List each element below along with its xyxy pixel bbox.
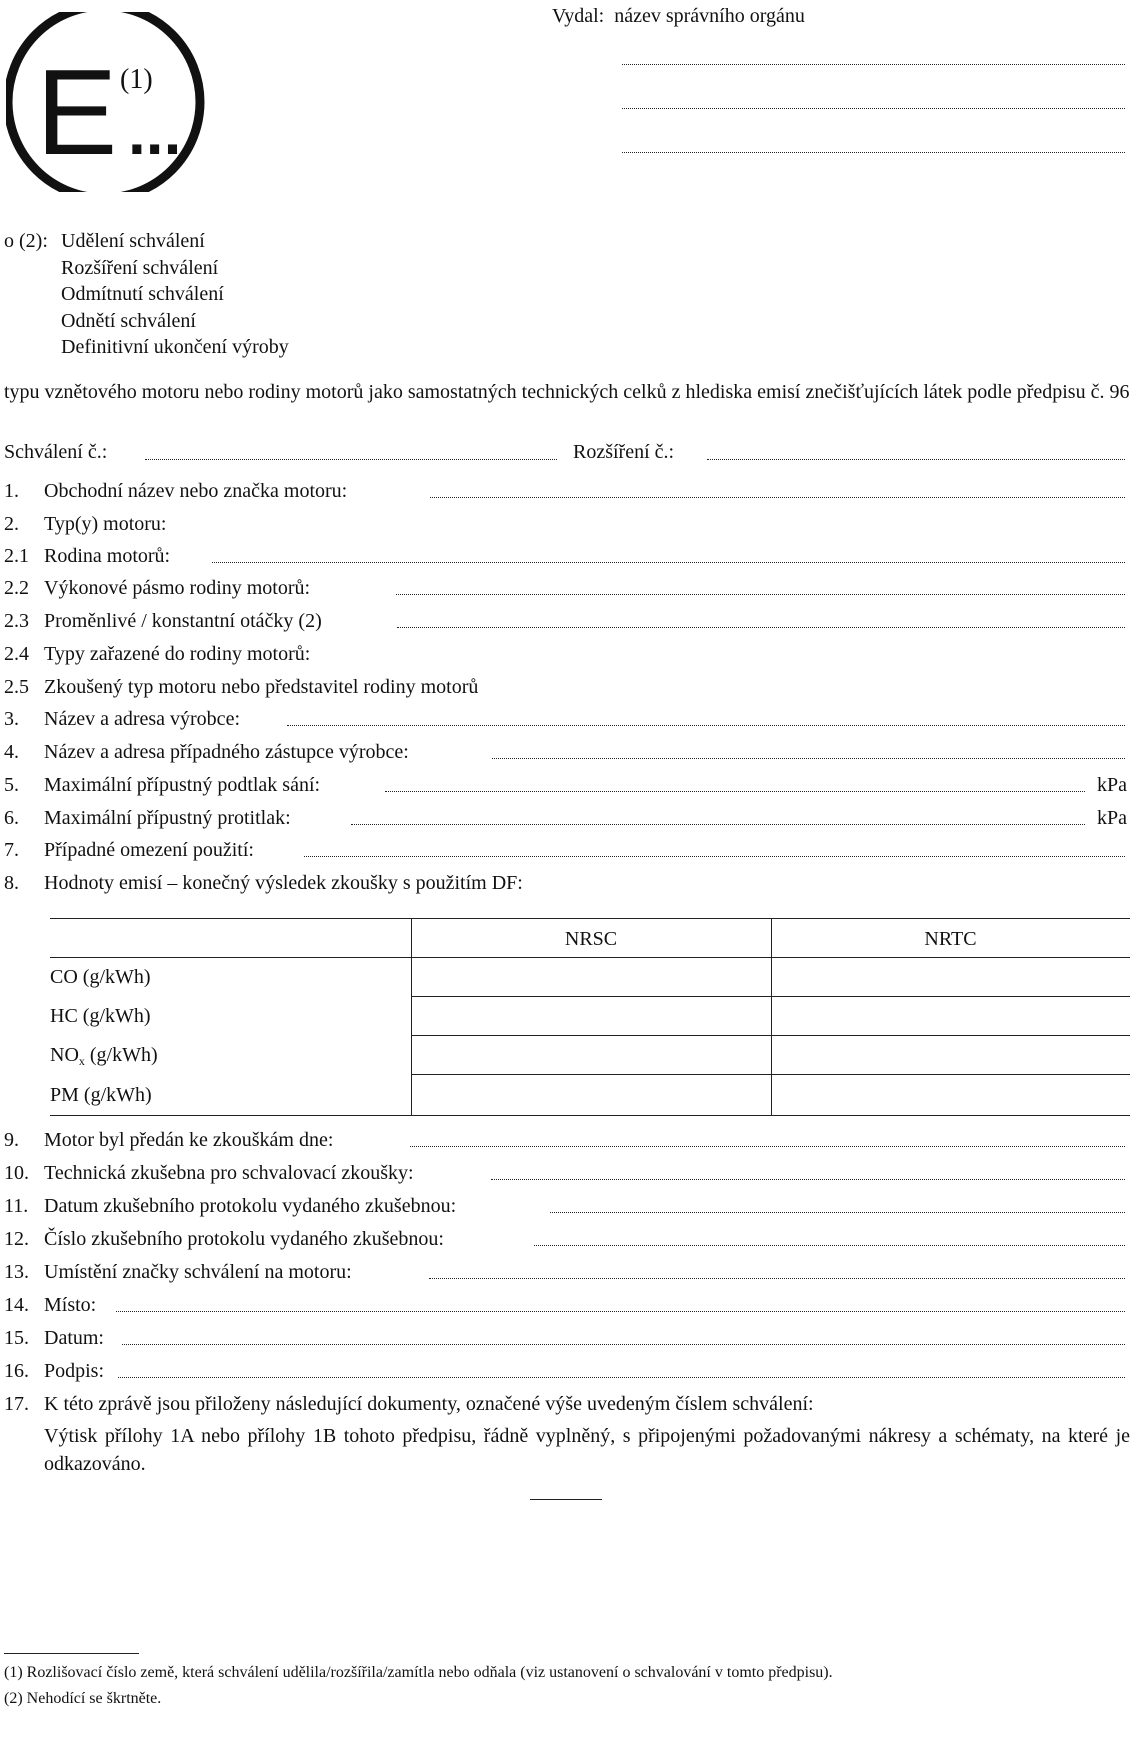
item-3-field[interactable] <box>287 725 1125 726</box>
cell-pm-nrtc[interactable] <box>773 1076 1129 1114</box>
footnote-1 <box>4 1660 833 1686</box>
option-grant: Udělení schválení <box>61 230 205 252</box>
item-16-field[interactable] <box>118 1377 1125 1378</box>
item-6-field[interactable] <box>351 824 1085 825</box>
issued-by-value: název správního orgánu <box>614 5 805 27</box>
item-7-field[interactable] <box>304 856 1125 857</box>
approval-mark-letter: E <box>36 44 118 180</box>
row-label-hc: HC (g/kWh) <box>50 1005 151 1027</box>
footnotes <box>4 1660 833 1712</box>
option-withdrawal: Odnětí schválení <box>61 309 196 332</box>
item-14-field[interactable] <box>116 1311 1125 1312</box>
item-6-unit: kPa <box>1097 807 1127 829</box>
description: typu vznětového motoru nebo rodiny motorů jako samostatných technických celků z hlediska emisí znečišťujících látek podle předpisu č. 96 <box>4 381 1130 403</box>
cell-nox-nrsc[interactable] <box>413 1037 769 1073</box>
concerning-label: o (2): <box>4 230 48 252</box>
footnote-rule <box>4 1653 139 1654</box>
option-extension: Rozšíření schválení <box>61 256 219 279</box>
item-10-field[interactable] <box>491 1179 1125 1180</box>
item-15-field[interactable] <box>122 1344 1125 1345</box>
footnote-2-ref: (2) <box>4 1690 23 1707</box>
footnote-1-ref: (1) <box>4 1664 23 1681</box>
end-rule <box>530 1499 602 1500</box>
item-2-2-field[interactable] <box>396 594 1125 595</box>
cell-co-nrsc[interactable] <box>413 959 769 995</box>
approval-mark-suffix: ... <box>128 96 182 168</box>
cell-nox-nrtc[interactable] <box>773 1037 1129 1073</box>
item-5-unit: kPa <box>1097 774 1127 796</box>
col-header-nrtc: NRTC <box>924 928 977 950</box>
footnote-2 <box>4 1686 833 1712</box>
extension-no-label: Rozšíření č.: <box>573 441 675 463</box>
approval-no-label: Schválení č.: <box>4 441 108 463</box>
issuer-line-1 <box>622 64 1125 65</box>
cell-hc-nrsc[interactable] <box>413 998 769 1034</box>
footnote-1-text: Rozlišovací číslo země, která schválení udělila/rozšířila/zamítla nebo odňala (viz ustanovení o schvalování v tomto předpisu). <box>26 1664 833 1681</box>
item-2-3-field[interactable] <box>397 627 1125 628</box>
issuer-line-3 <box>622 152 1125 153</box>
table-bottom-border <box>50 1115 1130 1116</box>
emissions-table <box>50 918 1130 1118</box>
cell-hc-nrtc[interactable] <box>773 998 1129 1034</box>
approval-no-field[interactable] <box>145 459 557 460</box>
item-11-field[interactable] <box>550 1212 1125 1213</box>
cell-pm-nrsc[interactable] <box>413 1076 769 1114</box>
item-9-field[interactable] <box>410 1146 1125 1147</box>
item-2-1-field[interactable] <box>212 562 1125 563</box>
approval-mark <box>6 12 216 192</box>
item-13-field[interactable] <box>429 1278 1125 1279</box>
item-5-field[interactable] <box>385 791 1085 792</box>
extension-no-field[interactable] <box>707 459 1125 460</box>
item-12-field[interactable] <box>534 1245 1125 1246</box>
row-label-nox: $NO_x$ (g/kWh) <box>50 1044 158 1068</box>
concerning-options <box>61 228 289 361</box>
item-17-text: Výtisk přílohy 1A nebo přílohy 1B tohoto předpisu, řádně vyplněný, s připojenými požadovanými nákresy a schématy, na které je odkazováno. <box>44 1425 1130 1475</box>
row-label-co: CO (g/kWh) <box>50 966 151 988</box>
table-header-border <box>50 957 1130 958</box>
cell-co-nrtc[interactable] <box>773 959 1129 995</box>
row-label-pm: PM (g/kWh) <box>50 1084 152 1106</box>
footnote-2-text: Nehodící se škrtněte. <box>26 1690 162 1707</box>
item-4-field[interactable] <box>492 758 1125 759</box>
option-refusal: Odmítnutí schválení <box>61 283 224 305</box>
issued-by <box>552 2 805 30</box>
col-header-nrsc: NRSC <box>564 928 618 950</box>
approval-mark-footnote: (1) <box>120 64 153 95</box>
item-1-field[interactable] <box>430 497 1125 498</box>
option-production-discontinued: Definitivní ukončení výroby <box>61 336 289 358</box>
issuer-line-2 <box>622 108 1125 109</box>
issued-by-label: Vydal: <box>552 5 605 27</box>
table-top-border <box>50 918 1130 919</box>
